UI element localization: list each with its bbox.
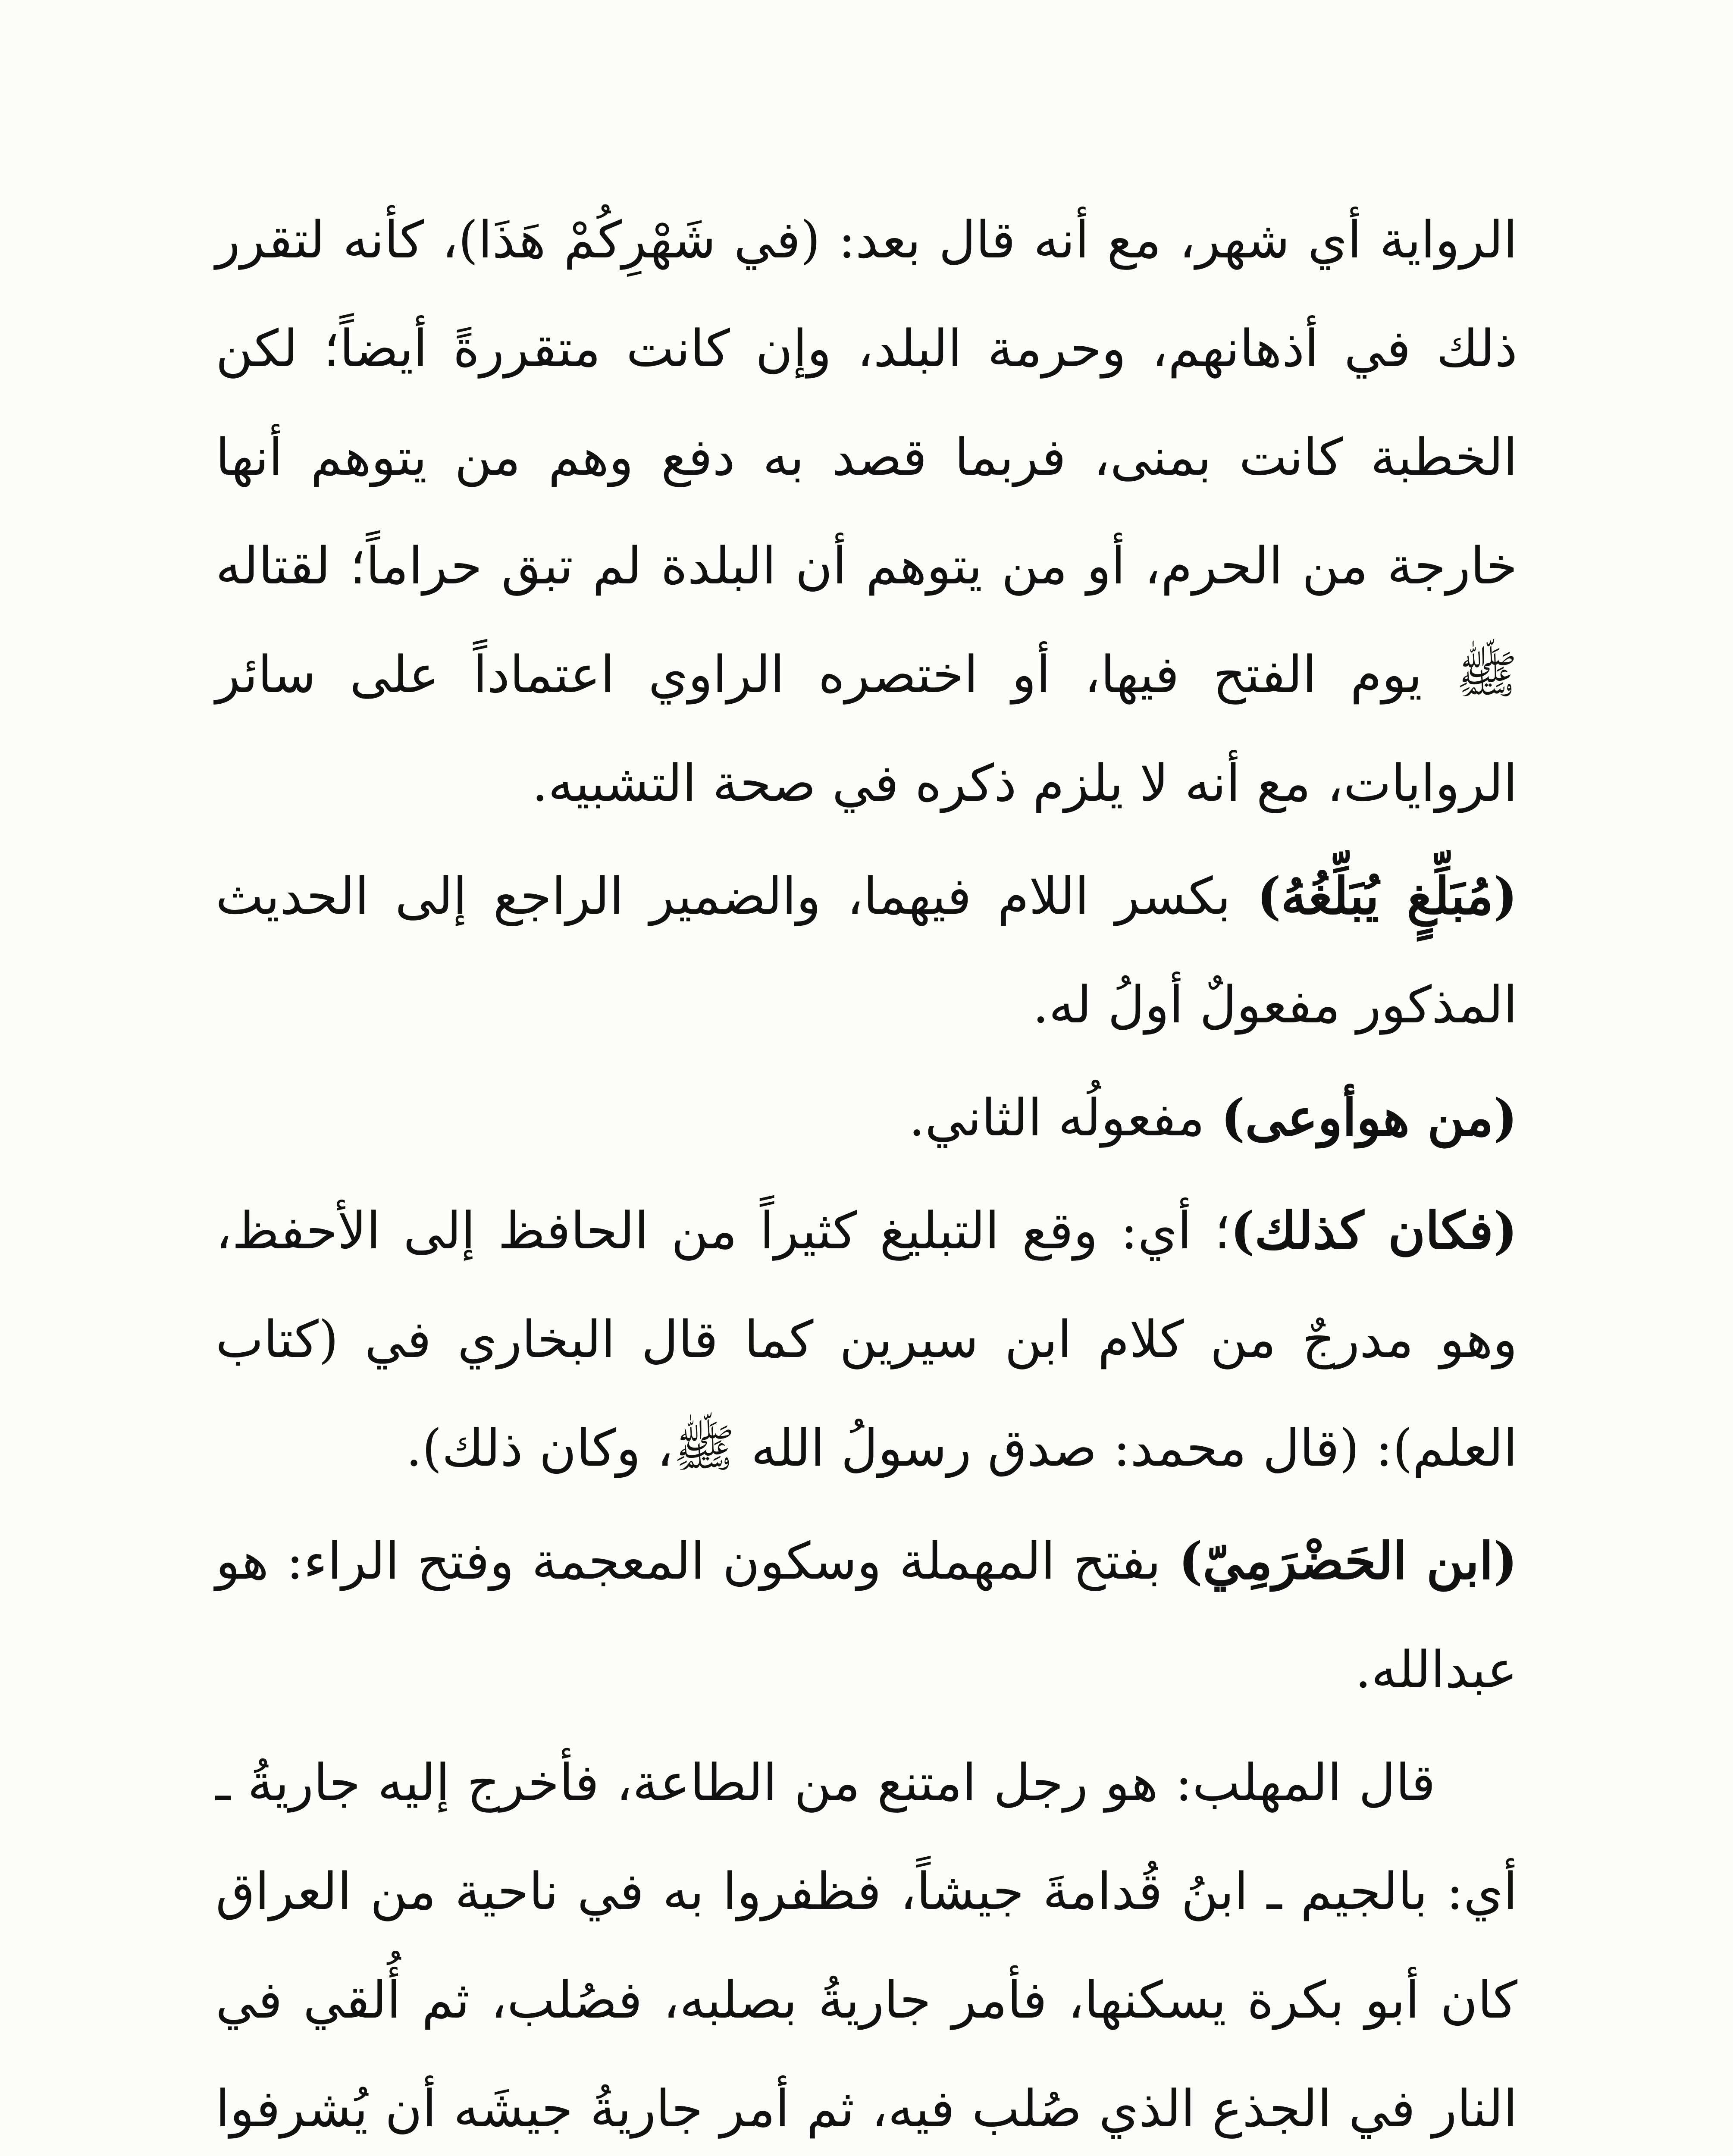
paragraph-4-lemma: (فكان كذلك) xyxy=(1230,1200,1517,1260)
paragraph-4 xyxy=(216,1176,1517,1502)
paragraph-2 xyxy=(216,842,1517,1059)
page-body-text xyxy=(216,185,1517,2156)
paragraph-5-lemma: (ابن الحَضْرَمِيّ) xyxy=(1178,1531,1517,1591)
paragraph-3 xyxy=(216,1063,1517,1172)
paragraph-6-text: قال المهلب: هو رجل امتنع من الطاعة، فأخرج إليه جاريةُ ـ أي: بالجيم ـ ابنُ قُدامةَ جيشاً، فظفروا به في ناحية من العراق كان أبو بكرة يسكنها، فأمر جاريةُ بصلبه، فصُلب، ثم أُلقي في النار في الجذع الذي صُلب فيه، ثم أمر جاريةُ جيشَه أن يُشرفوا xyxy=(216,1753,1517,2138)
paragraph-5 xyxy=(216,1507,1517,1724)
paragraph-2-text: بكسر اللام فيهما، والضمير الراجع إلى الحديث المذكور مفعولٌ أولُ له. xyxy=(216,866,1517,1034)
paragraph-4-text: ؛ أي: وقع التبليغ كثيراً من الحافظ إلى الأحفظ، وهو مدرجٌ من كلام ابن سيرين كما قال البخاري في (كتاب العلم): (قال محمد: صدق رسولُ الله ﷺ، وكان ذلك). xyxy=(216,1201,1517,1478)
paragraph-3-text: مفعولُه الثاني. xyxy=(909,1088,1221,1147)
paragraph-6 xyxy=(216,1728,1517,2156)
paragraph-3-lemma: (من هوأوعى) xyxy=(1221,1087,1517,1147)
paragraph-5-text: بفتح المهملة وسكون المعجمة وفتح الراء: هو عبدالله. xyxy=(216,1531,1517,1699)
paragraph-2-lemma: (مُبَلِّغٍ يُبَلِّغُهُ) xyxy=(1257,866,1517,926)
paragraph-1-text: الرواية أي شهر، مع أنه قال بعد: (في شَهْرِكُمْ هَذَا)، كأنه لتقرر ذلك في أذهانهم، وحرمة البلد، وإن كانت متقررةً أيضاً؛ لكن الخطبة كانت بمنى، فربما قصد به دفع وهم من يتوهم أنها خارجة من الحرم، أو من يتوهم أن البلدة لم تبق حراماً؛ لقتاله ﷺ يوم الفتح فيها، أو اختصره الراوي اعتماداً على سائر الروايات، مع أنه لا يلزم ذكره في صحة التشبيه. xyxy=(216,210,1517,813)
paragraph-1 xyxy=(216,185,1517,837)
